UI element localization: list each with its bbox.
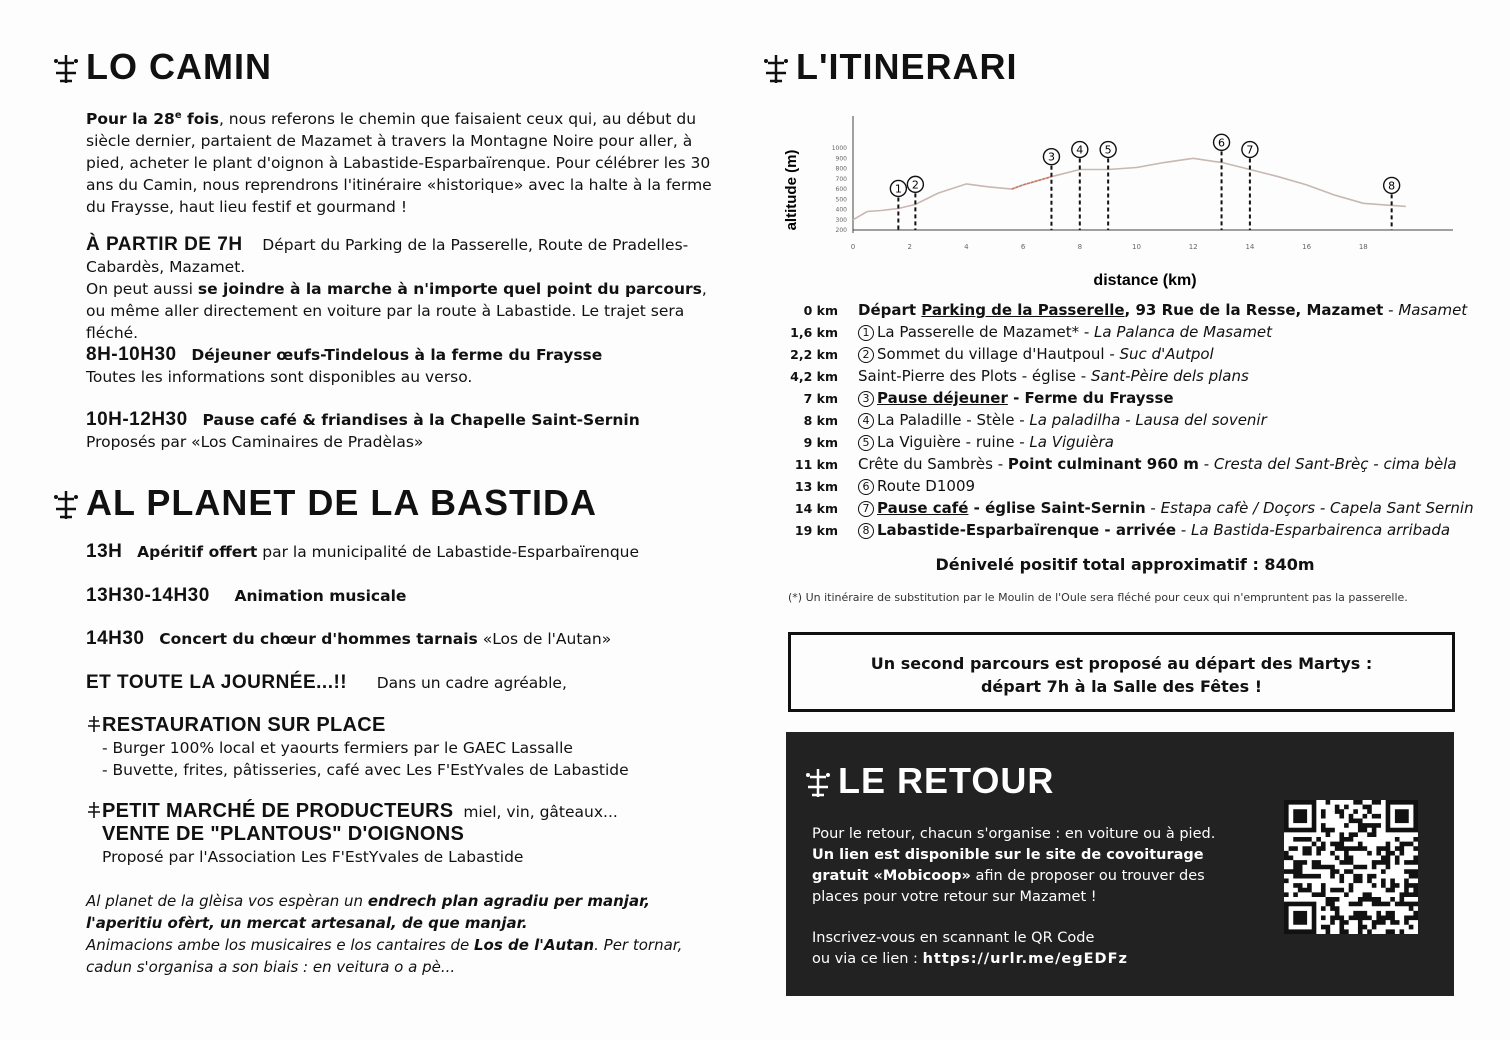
x-tick-label: 8 [1077,243,1083,251]
qr-finder-inner [1293,809,1307,823]
occitan-cross-icon [52,487,80,523]
occitan-cross-icon [86,800,102,820]
stage-text-part: Cresta del Sant-Brèç - cima bèla [1213,455,1457,473]
stage-text-part: Suc d'Autpol [1119,345,1214,363]
stage-row [790,345,1460,367]
chart-x-label: distance (km) [1093,272,1197,289]
stage-km: 8 km [803,413,838,428]
second-route-line1: Un second parcours est proposé au départ des Martys : [870,654,1373,673]
stage-text-part: - [1383,301,1399,319]
x-tick-label: 12 [1188,243,1198,251]
marker-label: 8 [1388,179,1396,193]
stage-text-part: Point culminant 960 m [1007,455,1199,473]
stage-text-part: Labastide-Esparbaïrenque - arrivée [877,521,1177,539]
footnote: (*) Un itinéraire de substitution par le Moulin de l'Oule sera fléché pour ceux qui n'empruntent pas la passerelle. [788,591,1408,604]
x-tick-label: 18 [1358,243,1368,251]
stage-row [790,455,1460,477]
y-tick-label: 400 [835,206,847,214]
stage-row [790,301,1468,323]
stage-text-part: - Ferme du Fraysse [1007,389,1174,407]
x-tick-label: 10 [1132,243,1141,251]
stage-text [858,389,1174,407]
y-tick-label: 800 [835,165,847,173]
stage-text [858,323,1272,341]
stage-text [858,367,1249,385]
y-tick-label: 900 [835,155,847,163]
stage-km: 13 km [794,479,838,494]
stage-text-part: Parking de la Passerelle [921,301,1125,319]
stage-km: 1,6 km [790,325,838,340]
stage-row [790,367,1460,389]
breakfast-section: 8H-10H30 Déjeuner œufs-Tindelous à la ferme du Fraysse Toutes les informations sont disponibles au verso. [86,344,603,386]
stage-text-part: - [1145,499,1161,517]
stage-number-badge: 7 [858,501,874,517]
occitan-cross-icon [52,51,80,87]
stage-text-part: Route D1009 [877,477,976,495]
stage-row [790,411,1460,433]
y-tick-label: 1000 [831,145,847,152]
stage-km: 19 km [794,523,838,538]
retour-text: Pour le retour, chacun s'organise : en voiture ou à pied. Un lien est disponible sur le site de covoiturage gratuit «Mobicoop» afin de proposer ou trouver des places pour votre retour sur Mazamet ! [812,826,1216,905]
stage-text-part: Sant-Pèire dels plans [1090,367,1249,385]
stage-row [790,389,1460,411]
stage-row [790,521,1460,543]
stage-number-badge: 4 [858,413,874,429]
stage-text [858,433,1114,451]
y-tick-label: 500 [835,196,847,204]
y-tick-label: 700 [835,175,847,183]
x-tick-label: 2 [907,243,912,251]
x-tick-label: 6 [1020,243,1026,251]
camin-title: LO CAMIN [86,46,272,87]
stage-text [858,521,1450,539]
stage-number-badge: 3 [858,391,874,407]
occitan-cross-icon [86,714,102,734]
stage-text [858,477,975,495]
stage-row [790,499,1474,521]
stage-text-part: Sommet du village d'Hautpoul - [877,345,1120,363]
itinerari-heading [762,46,1018,88]
planet-heading [52,482,597,524]
stage-km: 9 km [803,435,838,450]
stage-text-part: La Viguièra [1029,433,1114,451]
stage-km: 7 km [803,391,838,406]
stage-text [858,411,1267,429]
retour-title: LE RETOUR [838,760,1055,801]
stage-number-badge: 6 [858,479,874,495]
marker-label: 4 [1076,143,1084,157]
stage-number-badge: 2 [858,347,874,363]
qr-code[interactable] [1284,800,1418,934]
stage-text-part: Pause déjeuner [877,389,1008,407]
qr-finder-inner [1293,911,1307,925]
stage-km: 4,2 km [790,369,838,384]
occitan-paragraph: Al planet de la glèisa vos espèran un endrech plan agradiu per manjar, l'aperitiu ofèrt, un mercat artesanal, de que manjar. Animacions ambe los musicaires e los cantaires de Los de l'Autan. Per tornar, cadun s'organisa a son biais : en veitura o a pè... [86,892,683,976]
marker-label: 1 [894,182,902,196]
market-section: PETIT MARCHÉ DE PRODUCTEURS miel, vin, gâteaux... VENTE DE "PLANTOUS" D'OIGNONS Proposé par l'Association Les F'EstYvales de Labastide [86,800,712,868]
stage-text-part: - [1176,521,1191,539]
occitan-cross-icon [804,765,832,801]
marker-label: 2 [911,178,919,192]
stage-km: 2,2 km [790,347,838,362]
chart-y-label: altitude (m) [783,149,800,231]
event-allday: ET TOUTE LA JOURNÉE...!! Dans un cadre agréable, [86,672,567,693]
elevation-chart [770,108,1460,298]
x-tick-label: 4 [964,243,969,251]
event-aperitif: 13H Apéritif offert par la municipalité de Labastide-Esparbaïrenque [86,541,640,562]
y-tick-label: 300 [835,216,847,224]
stage-text [858,345,1214,363]
marker-label: 7 [1246,143,1254,157]
stage-number-badge: 1 [858,325,874,341]
second-route-line2: départ 7h à la Salle des Fêtes ! [980,677,1263,696]
stage-km: 14 km [794,501,838,516]
event-concert: 14H30 Concert du chœur d'hommes tarnais «Los de l'Autan» [86,628,612,649]
camin-heading [52,46,272,88]
stage-row [790,433,1460,455]
resto-section: RESTAURATION SUR PLACE - Burger 100% local et yaourts fermiers par le GAEC Lassalle - Buvette, frites, pâtisseries, café avec Les F'EstYvales de Labastide [86,714,712,781]
covoiturage-link[interactable]: https://urlr.me/egEDFz [922,951,1128,967]
planet-title: AL PLANET DE LA BASTIDA [86,482,598,523]
x-tick-label: 14 [1245,243,1255,251]
elevation-line [853,158,1406,220]
marker-label: 3 [1047,150,1055,164]
stage-text-part: Crête du Sambrès - [858,455,1008,473]
cafe-section: 10H-12H30 Pause café & friandises à la Chapelle Saint-Sernin Proposés par «Los Caminaires de Pradèlas» [86,409,640,451]
stage-text-part: La Paladille - Stèle - [877,411,1030,429]
stage-text-part: La paladilha - Lausa del sovenir [1029,411,1267,429]
stage-text-part: , 93 Rue de la Resse, Mazamet [1124,301,1384,319]
x-tick-label: 16 [1302,243,1312,251]
second-route-box [788,632,1455,712]
stage-text-part: La Bastida-Esparbairenca arribada [1191,521,1451,539]
stage-text-part: La Viguière - ruine - [877,433,1030,451]
qr-finder-inner [1395,809,1409,823]
stage-row [790,323,1460,345]
stage-text-part: - église Saint-Sernin [968,499,1146,517]
marker-label: 6 [1218,136,1226,150]
qr-code-icon [1284,800,1418,934]
elevation-total: Dénivelé positif total approximatif : 840m [935,555,1315,574]
y-tick-label: 600 [835,186,847,193]
stage-text [858,301,1467,319]
stage-text-part: Estapa cafè / Doçors - Capela Sant Sernin [1160,499,1474,517]
stage-text [858,455,1457,473]
stage-text-part: - [1198,455,1214,473]
y-tick-label: 200 [835,227,847,234]
retour-panel [786,732,1454,996]
stage-text-part: La Passerelle de Mazamet* - [877,323,1095,341]
event-music: 13H30-14H30 Animation musicale [86,585,407,606]
stage-text-part: La Palanca de Masamet [1094,323,1273,341]
x-tick-label: 0 [850,243,856,251]
stage-number-badge: 8 [858,523,874,539]
retour-signup: Inscrivez-vous en scannant le QR Code ou via ce lien : https://urlr.me/egEDFz [812,930,1128,967]
itinerari-title: L'ITINERARI [796,46,1018,87]
occitan-cross-icon [762,51,790,87]
stage-km: 11 km [794,457,838,472]
retour-heading [804,760,1054,802]
camin-intro: Pour la 28e fois, nous referons le chemin que faisaient ceux qui, au début du siècle dernier, partaient de Mazamet à travers la Montagne Noire pour aller, à pied, acheter le plant d'oignon à Labastide-Esparbaïrenque. Pour célébrer les 30 ans du Camin, nous reprendrons l'itinéraire «historique» avec la halte à la ferme du Fraysse, haut lieu festif et gourmand ! [86,110,712,217]
stage-text-part: Masamet [1398,301,1468,319]
stage-number-badge: 5 [858,435,874,451]
stage-km: 0 km [803,303,838,318]
stage-text-part: Pause café [877,499,969,517]
marker-label: 5 [1104,143,1112,157]
stage-text [858,499,1474,517]
start-section: À PARTIR DE 7H Départ du Parking de la Passerelle, Route de Pradelles-Cabardès, Mazamet. On peut aussi se joindre à la marche à n'importe quel point du parcours, ou même aller directement en voiture par la route à Labastide. Le trajet sera fléché. [86,234,707,342]
stage-row [790,477,1460,499]
stage-text-part: Saint-Pierre des Plots - église - [858,367,1091,385]
stage-text-part: Départ [858,301,922,319]
